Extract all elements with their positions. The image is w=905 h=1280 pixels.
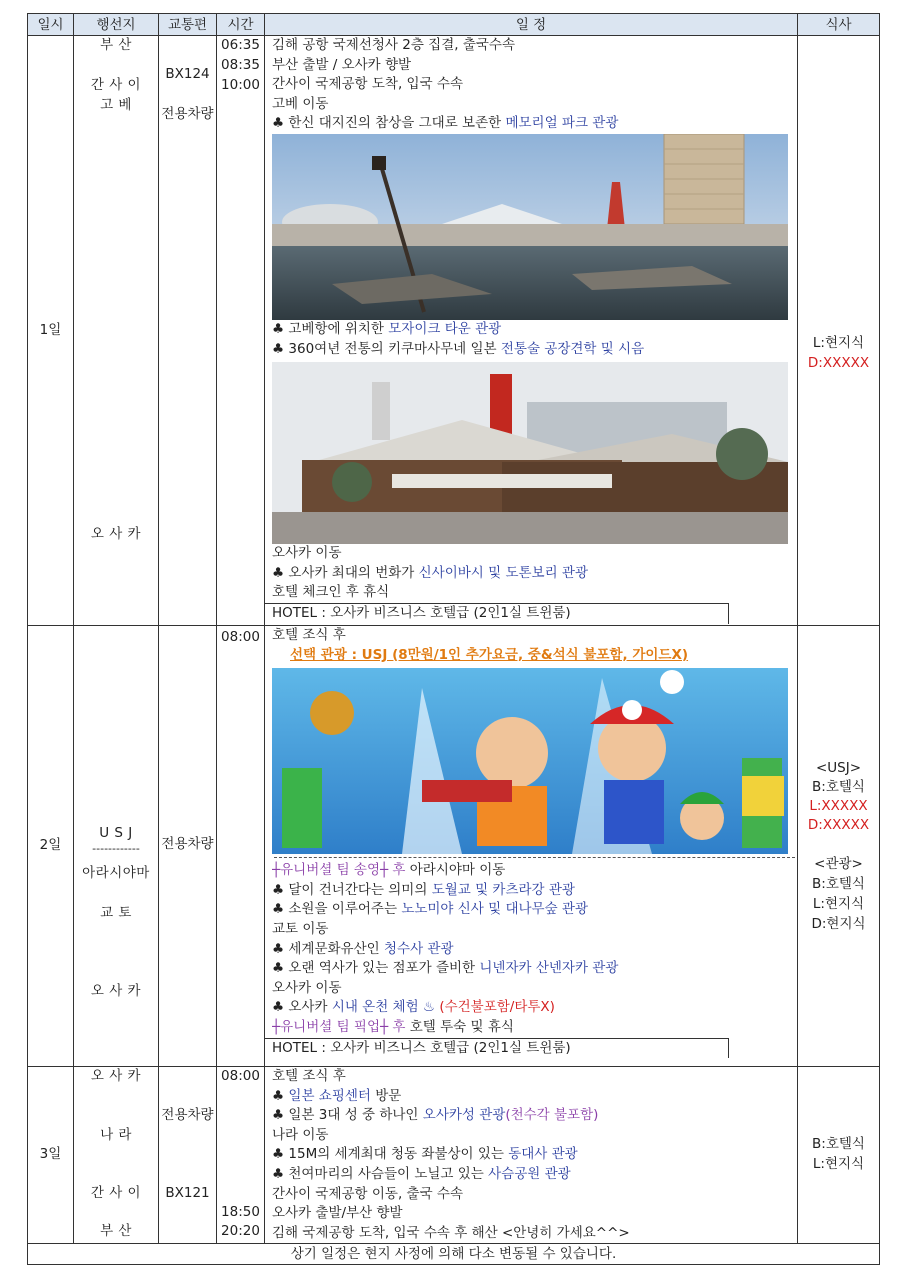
day3-vehicle: 전용차량 bbox=[161, 1107, 214, 1123]
ninenzaka: 니넨자카 산넨자카 관광 bbox=[479, 960, 619, 977]
header-row bbox=[28, 14, 880, 36]
day1-meal-lunch: L:현지식 bbox=[812, 335, 865, 351]
day2-vehicle: 전용차량 bbox=[161, 836, 214, 852]
header-meal: 식사 bbox=[798, 14, 880, 36]
text: ♣ 천여마리의 사슴들이 노닐고 있는 bbox=[272, 1165, 489, 1182]
day1-time-3: 10:00 bbox=[221, 77, 260, 93]
day2-dest bbox=[74, 626, 159, 1067]
day3-dest-busan: 부 산 bbox=[100, 1223, 132, 1239]
day3-line-6 bbox=[272, 1165, 797, 1185]
day2-meal-usj-b: B:호텔식 bbox=[812, 779, 865, 795]
day3-line-2 bbox=[272, 1087, 797, 1107]
day3-line-4: 나라 이동 bbox=[272, 1126, 329, 1143]
day1-time-2: 08:35 bbox=[221, 57, 260, 73]
onsen-note: (수건불포함/타투X) bbox=[439, 999, 555, 1016]
day2-meal-usj: <USJ> bbox=[815, 760, 862, 776]
day2-meal bbox=[798, 626, 880, 1067]
day3-line-7: 간사이 국제공항 이동, 출국 수속 bbox=[272, 1185, 463, 1202]
day3-line-8: 오사카 출발/부산 향발 bbox=[272, 1205, 403, 1222]
day2-line-11 bbox=[272, 1018, 797, 1038]
header-dest: 행선지 bbox=[74, 14, 159, 36]
day1-label: 1일 bbox=[28, 36, 74, 626]
day1-dest-busan: 부 산 bbox=[100, 37, 132, 53]
text: ♣ 15M의 세계최대 청동 좌불상이 있는 bbox=[272, 1146, 509, 1163]
day1-line-6 bbox=[272, 320, 797, 340]
day2-meal-tour: <관광> bbox=[814, 856, 863, 872]
text: ♣ 오랜 역사가 있는 점포가 즐비한 bbox=[272, 960, 480, 977]
shopping-center: 일본 쇼핑센터 bbox=[288, 1087, 371, 1104]
text: ♣ bbox=[272, 1087, 289, 1104]
memorial-park: 메모리얼 파크 관광 bbox=[505, 115, 619, 132]
day2-line-10 bbox=[272, 998, 797, 1018]
day2-line-4 bbox=[272, 881, 797, 901]
day3-dest-osaka: 오 사 카 bbox=[90, 1068, 142, 1084]
day2-meal-usj-d: D:XXXXX bbox=[807, 817, 870, 833]
day1-dest-kobe: 고 베 bbox=[100, 97, 132, 113]
day2-optional-tour: 선택 관광 : USJ (8만원/1인 추가요금, 중&석식 불포함, 가이드X) bbox=[290, 646, 689, 663]
text: ♣ 세계문화유산인 bbox=[272, 940, 384, 957]
day1-meal bbox=[798, 36, 880, 626]
day1-dest-kansai: 간 사 이 bbox=[90, 77, 142, 93]
itinerary-table bbox=[27, 13, 880, 1265]
day2-trans bbox=[159, 626, 217, 1067]
osaka-castle: 오사카성 관광 bbox=[422, 1107, 506, 1124]
day3-schedule bbox=[265, 1067, 798, 1244]
day1-trans bbox=[159, 36, 217, 626]
day1-dest bbox=[74, 36, 159, 626]
day2-meal-tour-l: L:현지식 bbox=[812, 896, 865, 912]
day3-meal-lunch: L:현지식 bbox=[812, 1156, 865, 1172]
togetsukyo: 도월교 및 카츠라강 관광 bbox=[431, 881, 575, 898]
text: ♣ 고베항에 위치한 bbox=[272, 320, 389, 337]
day1-schedule bbox=[265, 36, 798, 626]
usj-photo bbox=[272, 668, 788, 854]
text: 방문 bbox=[370, 1087, 402, 1104]
day2-divider bbox=[274, 857, 795, 858]
day2-meal-tour-b: B:호텔식 bbox=[812, 876, 865, 892]
day3-line-3 bbox=[272, 1106, 797, 1126]
day2-dest-arashiyama: 아라시야마 bbox=[82, 865, 150, 881]
kiyomizu: 청수사 관광 bbox=[383, 940, 454, 957]
text: ♣ 달이 건너간다는 의미의 bbox=[272, 881, 432, 898]
castle-note: (천수각 불포함) bbox=[505, 1107, 599, 1124]
day1-time-1: 06:35 bbox=[221, 37, 260, 53]
day3-line-9: 김해 국제공항 도착, 입국 수속 후 해산 <안녕히 가세요^^> bbox=[272, 1224, 630, 1241]
day1-hotel: HOTEL : 오사카 비즈니스 호텔급 (2인1실 트윈룸) bbox=[265, 603, 729, 624]
day2-times bbox=[217, 626, 265, 1067]
text: ♣ 360여년 전통의 키쿠마사무네 일본 bbox=[272, 340, 501, 357]
kobe-port-photo bbox=[272, 134, 788, 320]
day2-dest-divider: ------------ bbox=[92, 842, 140, 855]
day2-hotel: HOTEL : 오사카 비즈니스 호텔급 (2인1실 트윈룸) bbox=[265, 1038, 729, 1059]
day1-dest-osaka: 오 사 카 bbox=[90, 526, 142, 542]
day1-line-3: 간사이 국제공항 도착, 입국 수속 bbox=[272, 76, 463, 93]
day3-dest-nara: 나 라 bbox=[100, 1127, 132, 1143]
day1-line-1: 김해 공항 국제선청사 2층 집결, 출국수속 bbox=[272, 37, 515, 53]
deer-park: 사슴공원 관광 bbox=[488, 1165, 571, 1182]
day3-row bbox=[28, 1067, 880, 1244]
day3-dest-kansai: 간 사 이 bbox=[90, 1185, 142, 1201]
mosaic-town: 모자이크 타운 관광 bbox=[388, 320, 502, 337]
day2-line-6: 교토 이동 bbox=[272, 920, 329, 937]
day2-meal-tour-d: D:현지식 bbox=[811, 916, 866, 932]
day1-vehicle: 전용차량 bbox=[161, 106, 214, 122]
footer-note: 상기 일정은 현지 사정에 의해 다소 변동될 수 있습니다. bbox=[28, 1244, 880, 1265]
sake-brewery: 전통술 공장견학 및 시음 bbox=[500, 340, 645, 357]
day1-line-5 bbox=[272, 114, 797, 134]
todaiji: 동대사 관광 bbox=[508, 1146, 578, 1163]
day1-line-9 bbox=[272, 564, 797, 584]
footer-row bbox=[28, 1244, 880, 1265]
day3-meal bbox=[798, 1067, 880, 1244]
day2-line-5 bbox=[272, 900, 797, 920]
text: 아라시야마 이동 bbox=[409, 862, 506, 879]
day2-dest-kyoto: 교 토 bbox=[100, 905, 132, 921]
day1-meal-dinner: D:XXXXX bbox=[807, 355, 870, 371]
day2-line-1: 호텔 조식 후 bbox=[272, 627, 346, 643]
text: ♣ 일본 3대 성 중 하나인 bbox=[272, 1107, 423, 1124]
day2-time-1: 08:00 bbox=[221, 629, 260, 645]
day3-dest bbox=[74, 1067, 159, 1244]
header-sched: 일 정 bbox=[265, 14, 798, 36]
day1-times bbox=[217, 36, 265, 626]
header-day: 일시 bbox=[28, 14, 74, 36]
day2-meal-usj-l: L:XXXXX bbox=[809, 798, 868, 814]
day3-times bbox=[217, 1067, 265, 1244]
text: 호텔 투숙 및 휴식 bbox=[409, 1018, 514, 1035]
day3-line-5 bbox=[272, 1145, 797, 1165]
universal-team-transfer: ┼유니버셜 팀 송영┼ 후 bbox=[272, 862, 410, 879]
header-time: 시간 bbox=[217, 14, 265, 36]
day3-trans bbox=[159, 1067, 217, 1244]
day3-time-2: 18:50 bbox=[221, 1204, 260, 1220]
text: ♣ 소원을 이루어주는 bbox=[272, 901, 402, 918]
day2-dest-usj: U S J bbox=[99, 825, 133, 841]
day3-time-3: 20:20 bbox=[221, 1223, 260, 1239]
day2-line-9: 오사카 이동 bbox=[272, 979, 342, 996]
day3-line-1: 호텔 조식 후 bbox=[272, 1068, 346, 1084]
day1-row bbox=[28, 36, 880, 626]
day1-line-7 bbox=[272, 340, 797, 360]
text: ♣ 오사카 bbox=[272, 999, 332, 1016]
header-trans: 교통편 bbox=[159, 14, 217, 36]
day2-line-3 bbox=[272, 861, 797, 881]
text: ♣ 한신 대지진의 참상을 그대로 보존한 bbox=[272, 115, 506, 132]
universal-team-pickup: ┼유니버셜 팀 픽업┼ 후 bbox=[272, 1018, 410, 1035]
day2-dest-osaka: 오 사 카 bbox=[90, 983, 142, 999]
day3-label: 3일 bbox=[28, 1067, 74, 1244]
day3-flight: BX121 bbox=[165, 1185, 210, 1201]
day2-row bbox=[28, 626, 880, 1067]
text: ♣ 오사카 최대의 번화가 bbox=[272, 564, 419, 581]
day1-line-4: 고베 이동 bbox=[272, 95, 329, 112]
day3-meal-breakfast: B:호텔식 bbox=[812, 1136, 865, 1152]
day1-flight: BX124 bbox=[165, 66, 210, 82]
day1-line-8: 오사카 이동 bbox=[272, 545, 342, 562]
nonomiya-shrine: 노노미야 신사 및 대나무숲 관광 bbox=[401, 901, 589, 918]
day1-line-2: 부산 출발 / 오사카 향발 bbox=[272, 56, 412, 73]
day1-line-10: 호텔 체크인 후 휴식 bbox=[272, 584, 390, 601]
sake-brewery-photo bbox=[272, 362, 788, 544]
shinsaibashi-dotonbori: 신사이바시 및 도톤보리 관광 bbox=[418, 564, 589, 581]
day2-schedule bbox=[265, 626, 798, 1067]
day2-label: 2일 bbox=[28, 626, 74, 1067]
day2-line-7 bbox=[272, 940, 797, 960]
day3-time-1: 08:00 bbox=[221, 1068, 260, 1084]
day2-line-8 bbox=[272, 959, 797, 979]
onsen: 시내 온천 체험 ♨ bbox=[331, 999, 440, 1016]
